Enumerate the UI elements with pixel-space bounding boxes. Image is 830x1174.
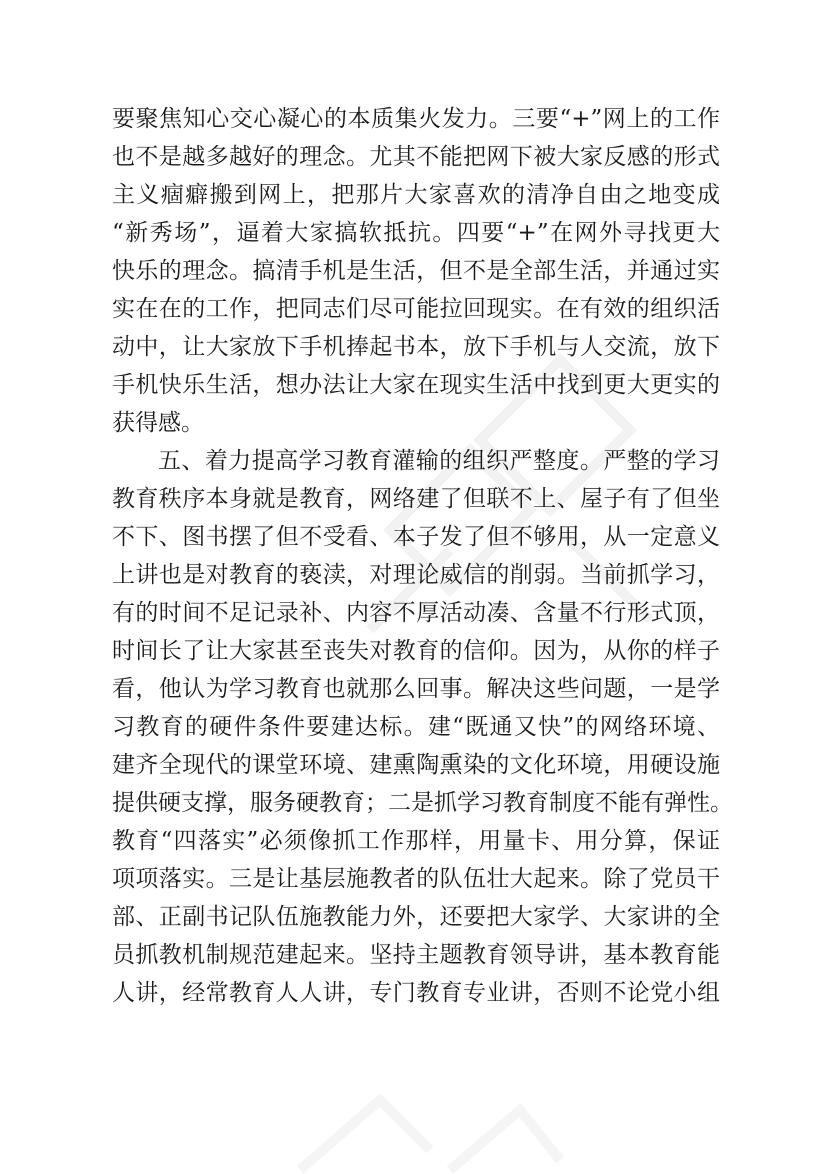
text-line: 获得感。 xyxy=(112,410,204,436)
text-line: 部、正副书记队伍施教能力外，还要把大家学、大家讲的全 xyxy=(112,904,720,930)
text-line: 教育秩序本身就是教育，网络建了但联不上、屋子有了但坐 xyxy=(112,486,720,512)
text-line: 上讲也是对教育的亵渎，对理论威信的削弱。当前抓学习， xyxy=(112,562,720,588)
text-line: 有的时间不足记录补、内容不厚活动凑、含量不行形式顶， xyxy=(112,600,720,626)
text-line: 不下、图书摆了但不受看、本子发了但不够用，从一定意义 xyxy=(112,524,720,550)
paragraph-1 xyxy=(112,100,720,442)
text-line: 也不是越多越好的理念。尤其不能把网下被大家反感的形式 xyxy=(112,144,720,170)
text-line: 要聚焦知心交心凝心的本质集火发力。三要“+”网上的工作 xyxy=(112,106,720,132)
document-body xyxy=(112,100,733,1012)
watermark-bottom-icon xyxy=(260,1070,580,1174)
text-line: 主义痼癖搬到网上，把那片大家喜欢的清净自由之地变成 xyxy=(112,182,720,208)
paragraph-2 xyxy=(112,442,733,1012)
text-line: “新秀场”，逼着大家搞软抵抗。四要“+”在网外寻找更大 xyxy=(112,220,720,246)
text-line: 五、着力提高学习教育灌输的组织严整度。严整的学习 xyxy=(158,448,720,474)
text-line: 人讲，经常教育人人讲，专门教育专业讲，否则不论党小组 xyxy=(112,980,720,1006)
text-line: 动中，让大家放下手机捧起书本，放下手机与人交流，放下 xyxy=(112,334,720,360)
text-line: 提供硬支撑，服务硬教育；二是抓学习教育制度不能有弹性。 xyxy=(112,790,733,816)
text-line: 项项落实。三是让基层施教者的队伍壮大起来。除了党员干 xyxy=(112,866,720,892)
text-line: 手机快乐生活，想办法让大家在现实生活中找到更大更实的 xyxy=(112,372,720,398)
text-line: 实在在的工作，把同志们尽可能拉回现实。在有效的组织活 xyxy=(112,296,720,322)
text-line: 看，他认为学习教育也就那么回事。解决这些问题，一是学 xyxy=(112,676,720,702)
text-line: 建齐全现代的课堂环境、建熏陶熏染的文化环境，用硬设施 xyxy=(112,752,720,778)
text-line: 员抓教机制规范建起来。坚持主题教育领导讲，基本教育能 xyxy=(112,942,720,968)
text-line: 时间长了让大家甚至丧失对教育的信仰。因为，从你的样子 xyxy=(112,638,720,664)
text-line: 教育“四落实”必须像抓工作那样，用量卡、用分算，保证 xyxy=(112,828,720,854)
text-line: 习教育的硬件条件要建达标。建“既通又快”的网络环境、 xyxy=(112,714,720,740)
text-line: 快乐的理念。搞清手机是生活，但不是全部生活，并通过实 xyxy=(112,258,720,284)
